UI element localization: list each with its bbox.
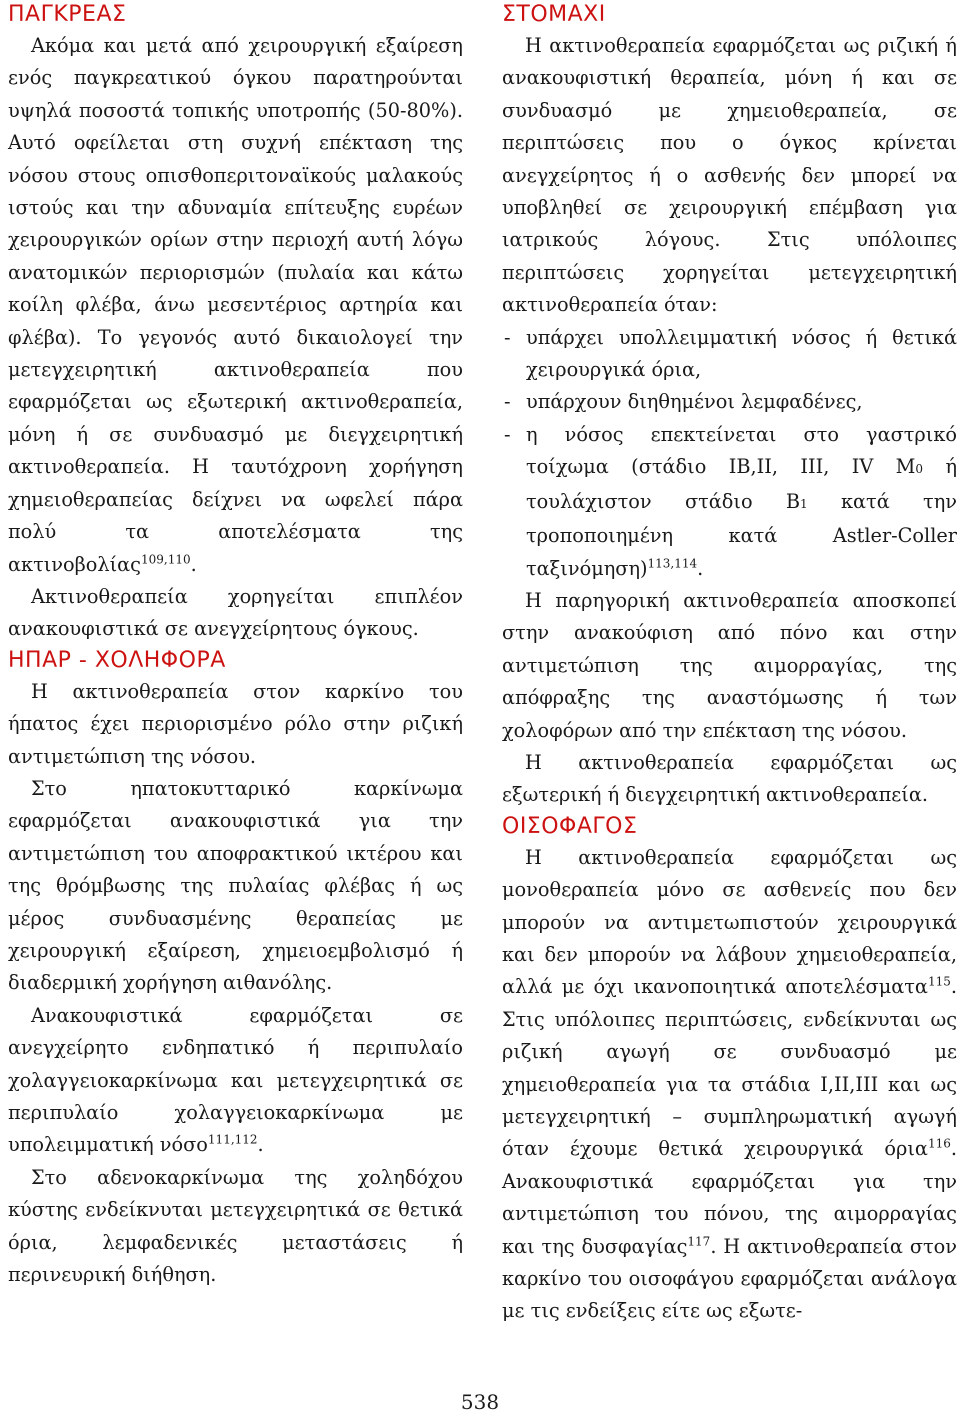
esophagus-heading: ΟΙΣΟΦΑΓΟΣ [502, 813, 638, 839]
list-item-text: η νόσος επεκτείνεται στο γαστρικό τοίχωμα (στάδιο ΙΒ,ΙΙ, ΙΙΙ, IV Μ [526, 422, 957, 479]
stomach-section [502, 0, 957, 812]
b1-subscript: 1 [800, 496, 808, 511]
liver-paragraph-3 [8, 1000, 463, 1162]
liver-section [8, 646, 463, 1292]
list-item-text: ή τουλάχιστον στάδιο Β [526, 455, 958, 513]
esophagus-paragraph-1 [502, 842, 957, 1328]
liver-p3-end: . [257, 1133, 264, 1157]
liver-heading: ΗΠΑΡ - ΧΟΛΗΦΟΡΑ [8, 647, 226, 673]
m0-subscript: 0 [915, 462, 924, 477]
esophagus-section [502, 812, 957, 1328]
list-item-text: κατά την τροποποιημένη κατά Astler-Coller ταξινόμηση) [526, 489, 957, 580]
left-column [8, 0, 463, 1291]
stomach-heading: ΣΤΟΜΑΧΙ [502, 2, 606, 27]
esophagus-p1-text: Η ακτινοθεραπεία εφαρμόζεται ως μονοθεραπεία μόνο σε ασθενείς που δεν μπορούν να αντιμετωπιστούν χειρουργικά και δεν μπορούν να λάβουν χημειοθεραπεία, αλλά με όχι ικανοποιητικά αποτελέσματα [502, 845, 957, 999]
pancreas-p1-text: Ακόμα και μετά από χειρουργική εξαίρεση ενός παγκρεατικού όγκου παρατηρούνται υψηλά ποσοστά τοπικής υποτροπής (50-80%). Αυτό οφείλεται στη συχνή επέκταση της νόσου στους οπισθοπεριτοναϊκούς μαλακούς ιστούς και την αδυναμία επίτευξης ευρέων χειρουργικών ορίων στην περιοχή αυτή λόγω ανατομικών περιορισμών (πυλαία και κάτω κοίλη φλέβα, άνω μεσεντέριος αρτηρία και φλέβα). Το γεγονός αυτό δικαιολογεί την μετεγχειρητική ακτινοθεραπεία που εφαρμόζεται ως εξωτερική ακτινοθεραπεία, μόνη ή σε συνδυασμό με διεγχειρητική ακτινοθεραπεία. Η ταυτόχρονη χορήγηση χημειοθεραπείας δείχνει να ωφελεί πάρα πολύ τα αποτελέσματα της ακτινοβολίας [8, 34, 463, 576]
reference-109-110: 109,110 [140, 552, 191, 567]
reference-111-112: 111,112 [207, 1132, 258, 1147]
stomach-paragraph-1: Η ακτινοθεραπεία εφαρμόζεται ως ριζική ή ανακουφιστική θεραπεία, μόνη ή και σε συνδυασμό με χημειοθεραπεία, σε περιπτώσεις που ο όγκος κρίνεται ανεγχείρητος ή ο ασθενής δεν μπορεί να υποβληθεί σε χειρουργική επέμβαση για ιατρικούς λόγους. Στις υπόλοιπες περιπτώσεις χορηγείται μετεγχειρητική ακτινοθεραπεία όταν: [502, 34, 957, 317]
list-item [502, 419, 957, 585]
list-item: - υπάρχουν διηθημένοι λεμφαδένες, [502, 386, 957, 418]
liver-paragraph-2: Στο ηπατοκυτταρικό καρκίνωμα εφαρμόζεται ανακουφιστικά για την αντιμετώπιση του αποφρακτικού ικτέρου και της θρόμβωσης της πυλαίας φλέβας ή ως μέρος συνδυασμένης θεραπείας με χειρουργική εξαίρεση, χημειοεμβολισμό ή διαδερμική χορήγηση αιθανόλης. [8, 776, 463, 995]
page-number: 538 [460, 1390, 500, 1414]
reference-115: 115 [927, 974, 951, 989]
reference-117: 117 [687, 1234, 711, 1249]
pancreas-section [8, 0, 463, 646]
stomach-indications-list [502, 322, 957, 585]
reference-116: 116 [927, 1136, 951, 1151]
pancreas-heading: ΠΑΓΚΡΕΑΣ [8, 2, 127, 27]
esophagus-p1-text: . Στις υπόλοιπες περιπτώσεις, ενδείκνυται ως ριζική αγωγή σε συνδυασμό με χημειοθεραπεία για τα στάδια Ι,ΙΙ,ΙΙΙ και ως μετεγχειρητική – συμπληρωματική αγωγή όταν έχουμε θετικά χειρουργικά όρια [502, 975, 957, 1161]
esophagus-p1-text: . Ανακουφιστικά εφαρμόζεται για την αντιμετώπιση του πόνου, της αιμορραγίας και της δυσφαγίας [502, 1137, 957, 1258]
reference-113-114: 113,114 [647, 556, 698, 571]
list-item-end: . [697, 556, 704, 580]
stomach-paragraph-2: Η παρηγορική ακτινοθεραπεία αποσκοπεί στην ανακούφιση από πόνο και στην αντιμετώπιση της αιμορραγίας, της απόφραξης της αναστόμωσης ή των χολοφόρων από την επέκταση της νόσου. [502, 588, 957, 742]
pancreas-p1-end: . [190, 552, 197, 576]
liver-paragraph-1: Η ακτινοθεραπεία στον καρκίνο του ήπατος έχει περιορισμένο ρόλο στην ριζική αντιμετώπιση της νόσου. [8, 679, 463, 768]
stomach-paragraph-3: Η ακτινοθεραπεία εφαρμόζεται ως εξωτερική ή διεγχειρητική ακτινοθεραπεία. [502, 750, 957, 807]
list-item: - υπάρχει υπολλειμματική νόσος ή θετικά χειρουργικά όρια, [502, 322, 957, 387]
liver-paragraph-4: Στο αδενοκαρκίνωμα της χοληδόχου κύστης ενδείκνυται μετεγχειρητικά σε θετικά όρια, λεμφαδενικές μεταστάσεις ή περινευρική διήθηση. [8, 1165, 463, 1287]
pancreas-paragraph-2: Ακτινοθεραπεία χορηγείται επιπλέον ανακουφιστικά σε ανεγχείρητους όγκους. [8, 584, 463, 641]
liver-p3-text: Ανακουφιστικά εφαρμόζεται σε ανεγχείρητο ενδηπατικό ή περιπυλαίο χολαγγειοκαρκίνωμα και μετεγχειρητικά σε περιπυλαίο χολαγγειοκαρκίνωμα με υπολειμματική νόσο [8, 1003, 463, 1157]
esophagus-p1-text: . Η ακτινοθεραπεία στον καρκίνο του οισοφάγου εφαρμόζεται ανάλογα με τις ενδείξεις είτε ως εξωτε- [502, 1234, 957, 1323]
right-column [502, 0, 957, 1328]
pancreas-paragraph-1 [8, 30, 463, 581]
